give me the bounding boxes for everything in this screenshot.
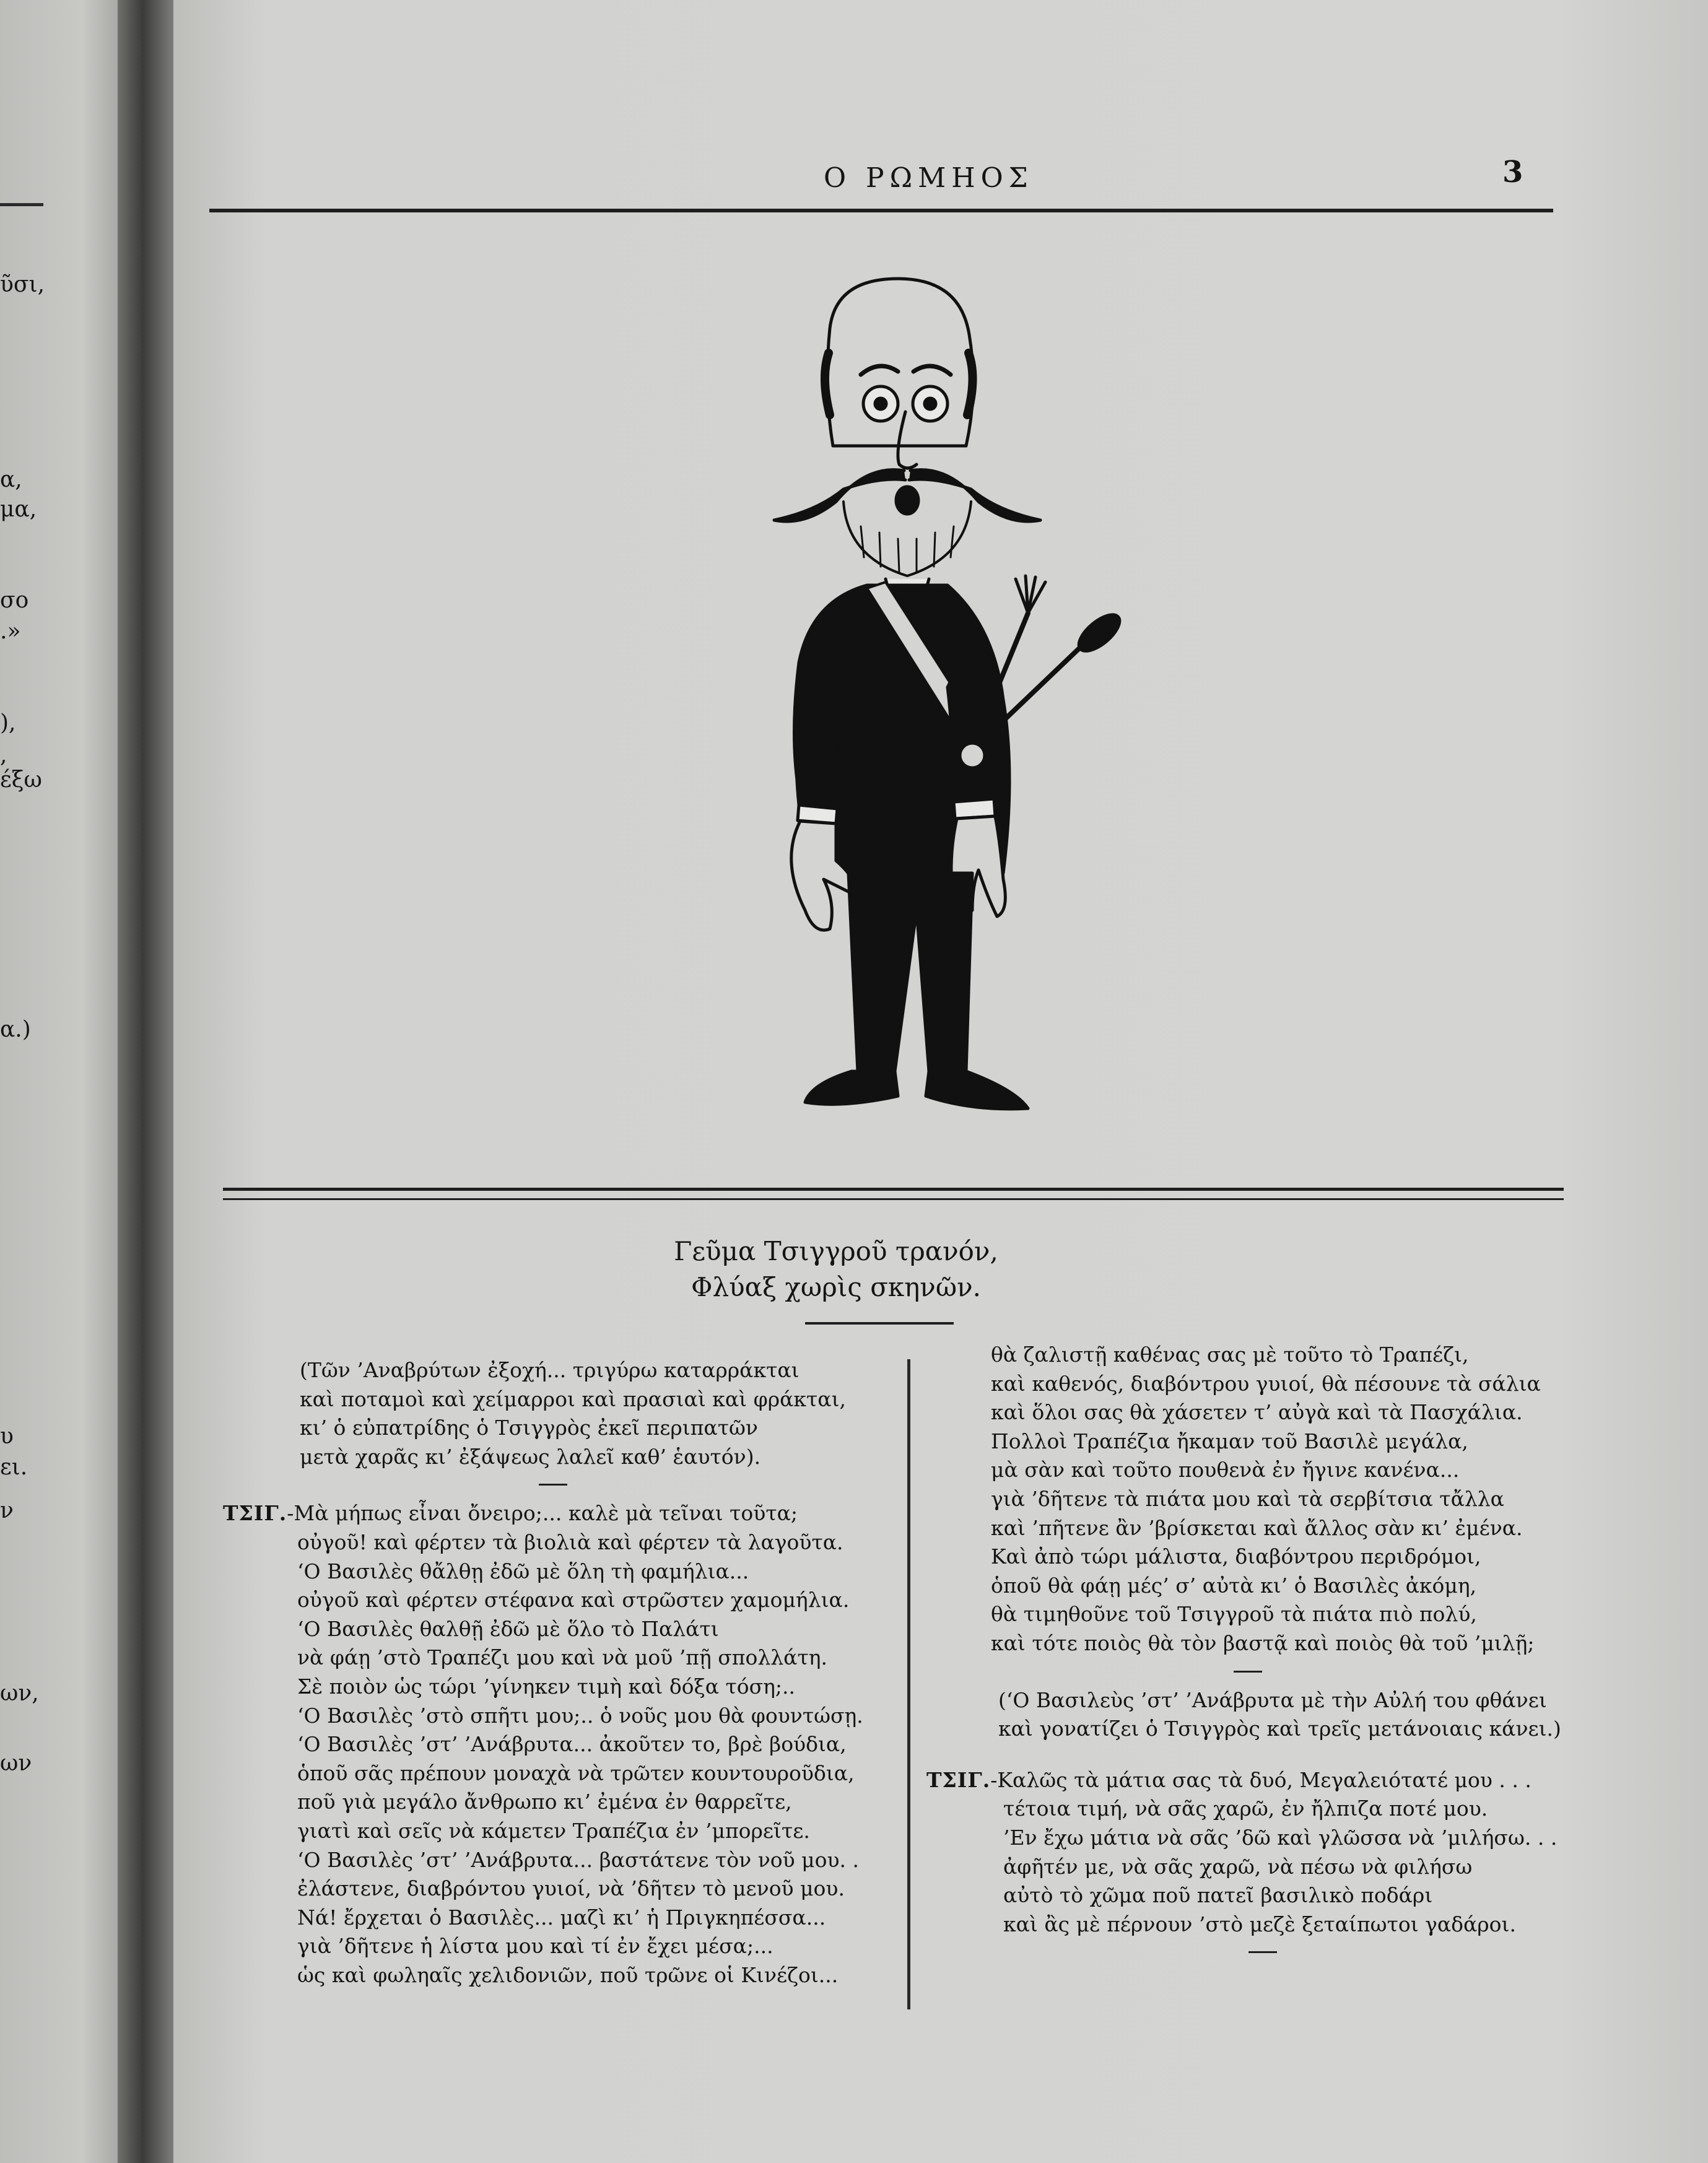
text-line: ‘Ο Βασιλὲς ’στ’ ’Ανάβρυτα... ἀκοῦτεν το, βρὲ βούδια, [297, 1732, 847, 1757]
poem-title-line: Φλύαξ χωρὶς σκηνῶν. [691, 1272, 981, 1302]
running-title: Ο ΡΩΜΗΟΣ [824, 162, 1034, 194]
facing-page-fragment: ), [0, 710, 16, 736]
facing-page-fragment: μα, [0, 497, 37, 522]
stage-direction [926, 1686, 1601, 1744]
text-line: καὶ ποταμοὶ καὶ χείμαρροι καὶ πρασιαὶ καὶ φράκται, [300, 1386, 846, 1411]
text-line: θὰ τιμηθοῦνε τοῦ Τσιγγροῦ τὰ πιάτα πιὸ πολύ, [991, 1602, 1477, 1627]
text-line: ‘Ο Βασιλὲς ’στὸ σπῆτι μου;.. ὁ νοῦς μου θὰ φουντώσῃ. [297, 1703, 863, 1728]
short-rule [539, 1484, 567, 1486]
text-line: Σὲ ποιὸν ὡς τώρι ’γίνηκεν τιμὴ καὶ δόξα τόση;.. [297, 1674, 796, 1699]
text-line: αὐτὸ τὸ χῶμα ποῦ πατεῖ βασιλικὸ ποδάρι [1003, 1883, 1433, 1908]
book-gutter [118, 0, 173, 2163]
text-line: νὰ φάῃ ’στὸ Τραπέζι μου καὶ νὰ μοῦ ’πῇ σπολλάτη. [297, 1645, 827, 1670]
text-line: Νά! ἔρχεται ὁ Βασιλὲς... μαζὶ κι’ ἡ Πριγκηπέσσα... [297, 1905, 826, 1930]
facing-page-fragment: ν [0, 1498, 14, 1523]
text-line: ‘Ο Βασιλὲς θαλθῇ ἐδῶ μὲ ὅλο τὸ Παλάτι [297, 1616, 719, 1641]
facing-page-fragment: ων [0, 1751, 32, 1776]
speech-body [223, 1528, 892, 1990]
speech-opening [926, 1766, 1601, 1795]
text-line: ’Εν ἔχω μάτια νὰ σᾶς ’δῶ καὶ γλῶσσα νὰ ’μιλήσω. . . [1003, 1825, 1558, 1850]
text-line: μὰ σὰν καὶ τοῦτο πουθενὰ ἐν ἤγινε κανένα... [991, 1458, 1460, 1482]
speech-body [926, 1795, 1601, 1939]
text-line: γιὰ ’δῆτενε ἡ λίστα μου καὶ τί ἐν ἔχει μέσα;... [297, 1934, 773, 1959]
text-line: -Μὰ μήπως εἶναι ὄνειρο;... καλὲ μὰ τεῖναι τοῦτα; [287, 1501, 798, 1526]
text-line: ὡς καὶ φωληαῖς χελιδονιῶν, ποῦ τρῶνε οἱ Κινέζοι... [297, 1962, 839, 1987]
facing-page-fragment: ει. [0, 1455, 28, 1480]
title-rule [805, 1322, 954, 1325]
text-line: ποῦ γιὰ μεγάλο ἄνθρωπο κι’ ἐμένα ἐν θαρρεῖτε, [297, 1790, 792, 1814]
spacer [926, 1744, 1601, 1766]
text-line: ‘Ο Βασιλὲς θἄλθῃ ἐδῶ μὲ ὅλη τὴ φαμήλια... [297, 1559, 749, 1583]
text-line: -Καλῶς τὰ μάτια σας τὰ δυό, Μεγαλειότατέ μου . . . [990, 1767, 1532, 1792]
facing-page [0, 0, 118, 2163]
page-number: 3 [1502, 155, 1523, 189]
facing-page-fragment: ῦσι, [0, 272, 45, 297]
text-line: καὶ τότε ποιὸς θὰ τὸν βαστᾷ καὶ ποιὸς θὰ τοῦ ’μιλῇ; [991, 1630, 1535, 1655]
text-line: γιατὶ καὶ σεῖς νὰ κάμετεν Τραπέζια ἐν ’μπορεῖτε. [297, 1818, 810, 1843]
text-line: καὶ γονατίζει ὁ Τσιγγρὸς καὶ τρεῖς μετάνοιαις κάνει.) [998, 1717, 1561, 1741]
facing-page-fragment: , [0, 742, 7, 768]
caricature-illustration [681, 266, 1177, 1170]
text-line: οὐγοῦ! καὶ φέρτεν τὰ βιολιὰ καὶ φέρτεν τὰ λαγοῦτα. [297, 1530, 843, 1554]
stage-direction [223, 1356, 892, 1471]
text-line: καὶ ἂς μὲ πέρνουν ’στὸ μεζὲ ξεταίπωτοι γαδάροι. [1003, 1912, 1516, 1936]
text-line: ἐλάστενε, διαβρόντου γυιοί, νὰ ’δῆτεν τὸ μενοῦ μου. [297, 1876, 845, 1901]
text-line: οὐγοῦ καὶ φέρτεν στέφανα καὶ στρῶστεν χαμομήλια. [297, 1588, 850, 1612]
text-line: (‘Ο Βασιλεὺς ’στ’ ’Ανάβρυτα μὲ τὴν Αὐλή του φθάνει [998, 1687, 1547, 1712]
facing-page-fragment: α.) [0, 1017, 31, 1042]
section-divider [223, 1188, 1564, 1200]
text-line: καὶ ’πῆτενε ἂν ’βρίσκεται καὶ ἄλλος σὰν κι’ ἐμένα. [991, 1515, 1523, 1540]
text-line: μετὰ χαρᾶς κι’ ἐξάψεως λαλεῖ καθ’ ἑαυτόν). [300, 1444, 761, 1469]
text-line: ὁποῦ σᾶς πρέπουν μοναχὰ νὰ τρῶτεν κουντουροῦδια, [297, 1760, 855, 1785]
header-rule [209, 209, 1553, 212]
text-line: γιὰ ’δῆτενε τὰ πιάτα μου καὶ τὰ σερβίτσια τἄλλα [991, 1486, 1504, 1511]
text-line: Πολλοὶ Τραπέζια ἤκαμαν τοῦ Βασιλὲ μεγάλα, [991, 1429, 1468, 1453]
text-line: κι’ ὁ εὐπατρίδης ὁ Τσιγγρὸς ἐκεῖ περιπατῶν [300, 1416, 758, 1440]
text-line: (Τῶν ’Αναβρύτων ἐξοχή... τριγύρω καταρράκται [300, 1358, 800, 1382]
text-line: καὶ καθενός, διαβόντρου γυιοί, θὰ πέσουνε τὰ σάλια [991, 1371, 1541, 1396]
text-line: Καὶ ἀπὸ τώρι μάλιστα, διαβόντρου περιδρόμοι, [991, 1544, 1481, 1569]
text-line: ‘Ο Βασιλὲς ’στ’ ’Ανάβρυτα... βαστάτενε τὸν νοῦ μου. . [297, 1847, 860, 1872]
facing-page-fragment: α, [0, 467, 22, 492]
facing-page-fragment: .» [0, 619, 21, 644]
text-line: ὁποῦ θὰ φάῃ μές’ σ’ αὐτὰ κι’ ὁ Βασιλὲς ἀκόμη, [991, 1573, 1477, 1598]
text-line: τέτοια τιμή, νὰ σᾶς χαρῶ, ἐν ἤλπιζα ποτέ μου. [1003, 1796, 1488, 1821]
right-column [926, 1341, 1601, 1967]
poem-title-line: Γεῦμα Τσιγγροῦ τρανόν, [674, 1236, 998, 1266]
column-divider [907, 1359, 910, 2009]
speech-continuation [926, 1341, 1601, 1658]
text-line: καὶ ὅλοι σας θὰ χάσετεν τ’ αὐγὰ καὶ τὰ Πασχάλια. [991, 1400, 1523, 1425]
speaker-label: ΤΣΙΓ. [926, 1767, 991, 1792]
facing-page-fragment: σο [0, 588, 29, 613]
text-line: θὰ ζαλιστῇ καθένας σας μὲ τοῦτο τὸ Τραπέζι, [991, 1343, 1469, 1367]
facing-page-fragment: ων, [0, 1681, 39, 1706]
facing-page-rule [0, 203, 43, 206]
speaker-label: ΤΣΙΓ. [223, 1501, 287, 1526]
short-rule [1248, 1951, 1277, 1953]
text-line: ἀφῆτέν με, νὰ σᾶς χαρῶ, νὰ πέσω νὰ φιλήσω [1003, 1854, 1473, 1879]
facing-page-fragment: υ [0, 1424, 14, 1449]
speech-opening [223, 1499, 892, 1528]
facing-page-fragment: έξω [0, 767, 42, 793]
poem-title [619, 1234, 1053, 1305]
short-rule [1234, 1671, 1262, 1673]
left-column [223, 1356, 892, 1990]
